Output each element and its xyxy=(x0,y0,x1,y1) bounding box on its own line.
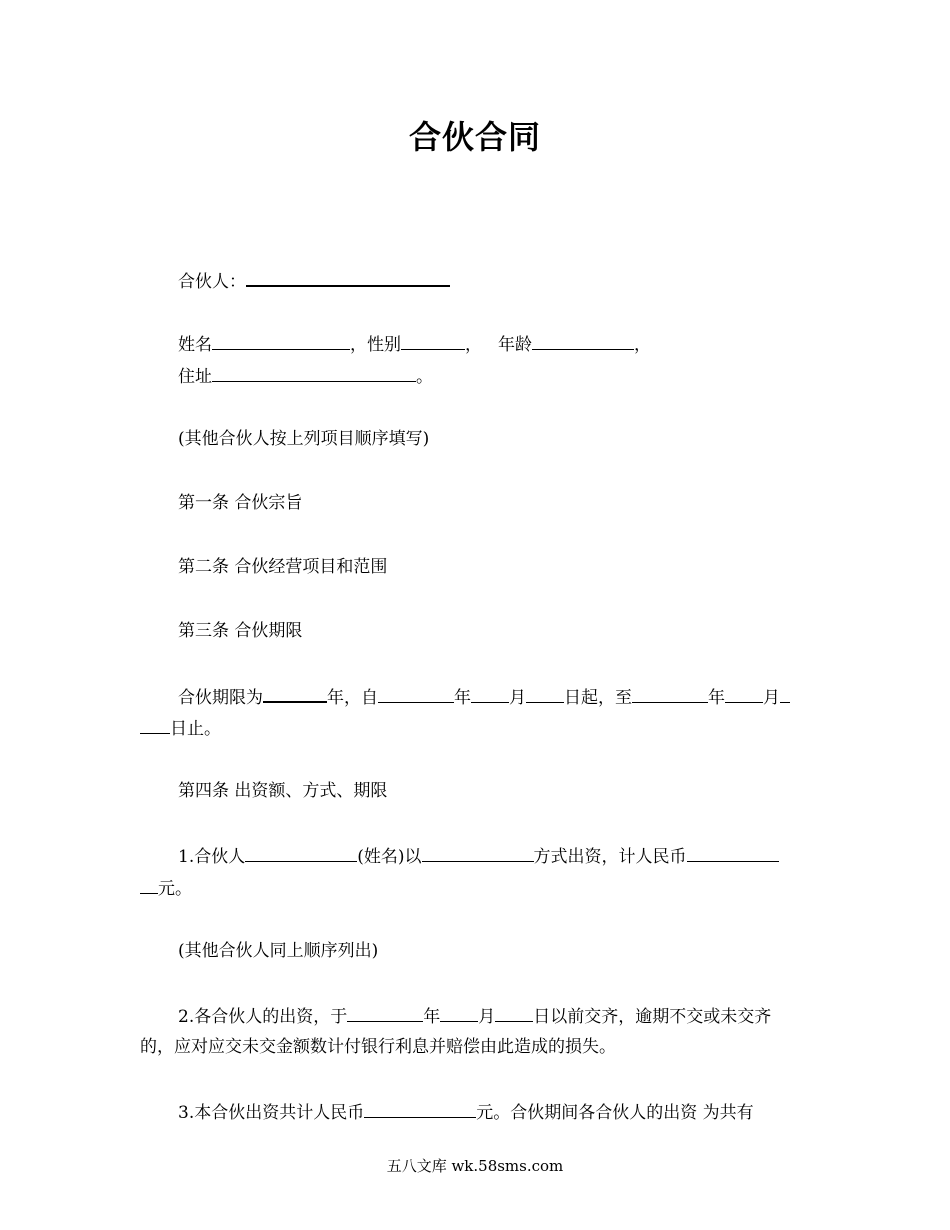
document-title: 合伙合同 xyxy=(408,118,541,156)
gender-blank[interactable] xyxy=(401,332,465,350)
item-2-text-1: 2.各合伙人的出资，于 xyxy=(178,1007,348,1027)
age-end: ， xyxy=(634,335,651,355)
address-label: 住址 xyxy=(178,367,212,387)
item-2-line-2: 的，应对应交未交金额数计付银行利息并赔偿由此造成的损失。 xyxy=(140,1037,616,1057)
age-label: 年龄 xyxy=(498,335,532,355)
start-year-blank[interactable] xyxy=(378,685,454,703)
contributor-name-blank[interactable] xyxy=(245,844,357,862)
gender-label: ，性别 xyxy=(350,335,401,355)
contribution-method-blank[interactable] xyxy=(422,844,534,862)
total-contribution-blank[interactable] xyxy=(364,1100,476,1118)
item-1-text-1: 1.合伙人 xyxy=(178,847,246,867)
article-2-heading: 第二条 合伙经营项目和范围 xyxy=(178,557,388,577)
item-1-text-4: 元。 xyxy=(158,879,192,899)
age-blank[interactable] xyxy=(532,332,634,350)
item-1-text-3: 方式出资，计人民币 xyxy=(533,847,687,867)
others-same-order-note: (其他合伙人同上顺序列出) xyxy=(178,941,379,961)
address-end: 。 xyxy=(416,367,433,387)
address-line xyxy=(178,364,433,388)
name-blank[interactable] xyxy=(212,332,350,350)
name-label: 姓名 xyxy=(178,335,212,355)
term-text-3: 年 xyxy=(454,688,471,708)
term-text-6: 年 xyxy=(708,688,725,708)
deadline-year-blank[interactable] xyxy=(347,1004,423,1022)
age-separator: ， xyxy=(465,335,482,355)
item-3-line-1 xyxy=(178,1100,754,1124)
term-text-7: 月 xyxy=(763,688,780,708)
contribution-amount-blank-part2[interactable] xyxy=(140,876,158,894)
address-blank[interactable] xyxy=(212,364,416,382)
item-1-line-2 xyxy=(140,876,192,900)
footer-watermark: 五八文库 wk.58sms.com xyxy=(386,1157,564,1175)
name-gender-age-line xyxy=(178,332,651,356)
term-text-5: 日起，至 xyxy=(564,688,632,708)
item-2-line-1 xyxy=(178,1004,771,1028)
article-1-heading: 第一条 合伙宗旨 xyxy=(178,493,303,513)
term-text-8: 日止。 xyxy=(170,719,221,739)
term-line-1 xyxy=(178,684,790,709)
term-years-blank[interactable] xyxy=(263,684,327,703)
end-day-blank-part1[interactable] xyxy=(780,685,790,703)
partner-blank[interactable] xyxy=(246,268,450,287)
article-4-heading: 第四条 出资额、方式、期限 xyxy=(178,781,388,801)
deadline-day-blank[interactable] xyxy=(495,1004,533,1022)
term-text-2: 年，自 xyxy=(327,688,378,708)
term-text-4: 月 xyxy=(509,688,526,708)
start-month-blank[interactable] xyxy=(471,685,509,703)
partner-line xyxy=(178,268,450,293)
item-3-text-2: 元。合伙期间各合伙人的出资 为共有 xyxy=(476,1103,754,1123)
partner-label: 合伙人： xyxy=(178,272,246,292)
end-day-blank-part2[interactable] xyxy=(140,716,170,734)
item-1-text-2: (姓名)以 xyxy=(357,847,422,867)
deadline-month-blank[interactable] xyxy=(440,1004,478,1022)
item-2-text-3: 月 xyxy=(478,1007,496,1027)
end-month-blank[interactable] xyxy=(725,685,763,703)
item-2-text-2: 年 xyxy=(423,1007,441,1027)
item-1-line-1 xyxy=(178,844,779,868)
other-partners-note: (其他合伙人按上列项目顺序填写) xyxy=(178,429,430,449)
end-year-blank[interactable] xyxy=(632,685,708,703)
article-3-heading: 第三条 合伙期限 xyxy=(178,621,303,641)
item-3-text-1: 3.本合伙出资共计人民币 xyxy=(178,1103,365,1123)
contribution-amount-blank-part1[interactable] xyxy=(687,844,779,862)
item-2-text-4: 日以前交齐，逾期不交或未交齐 xyxy=(533,1007,772,1027)
start-day-blank[interactable] xyxy=(526,685,564,703)
term-text-1: 合伙期限为 xyxy=(178,688,263,708)
term-line-2 xyxy=(140,716,221,740)
